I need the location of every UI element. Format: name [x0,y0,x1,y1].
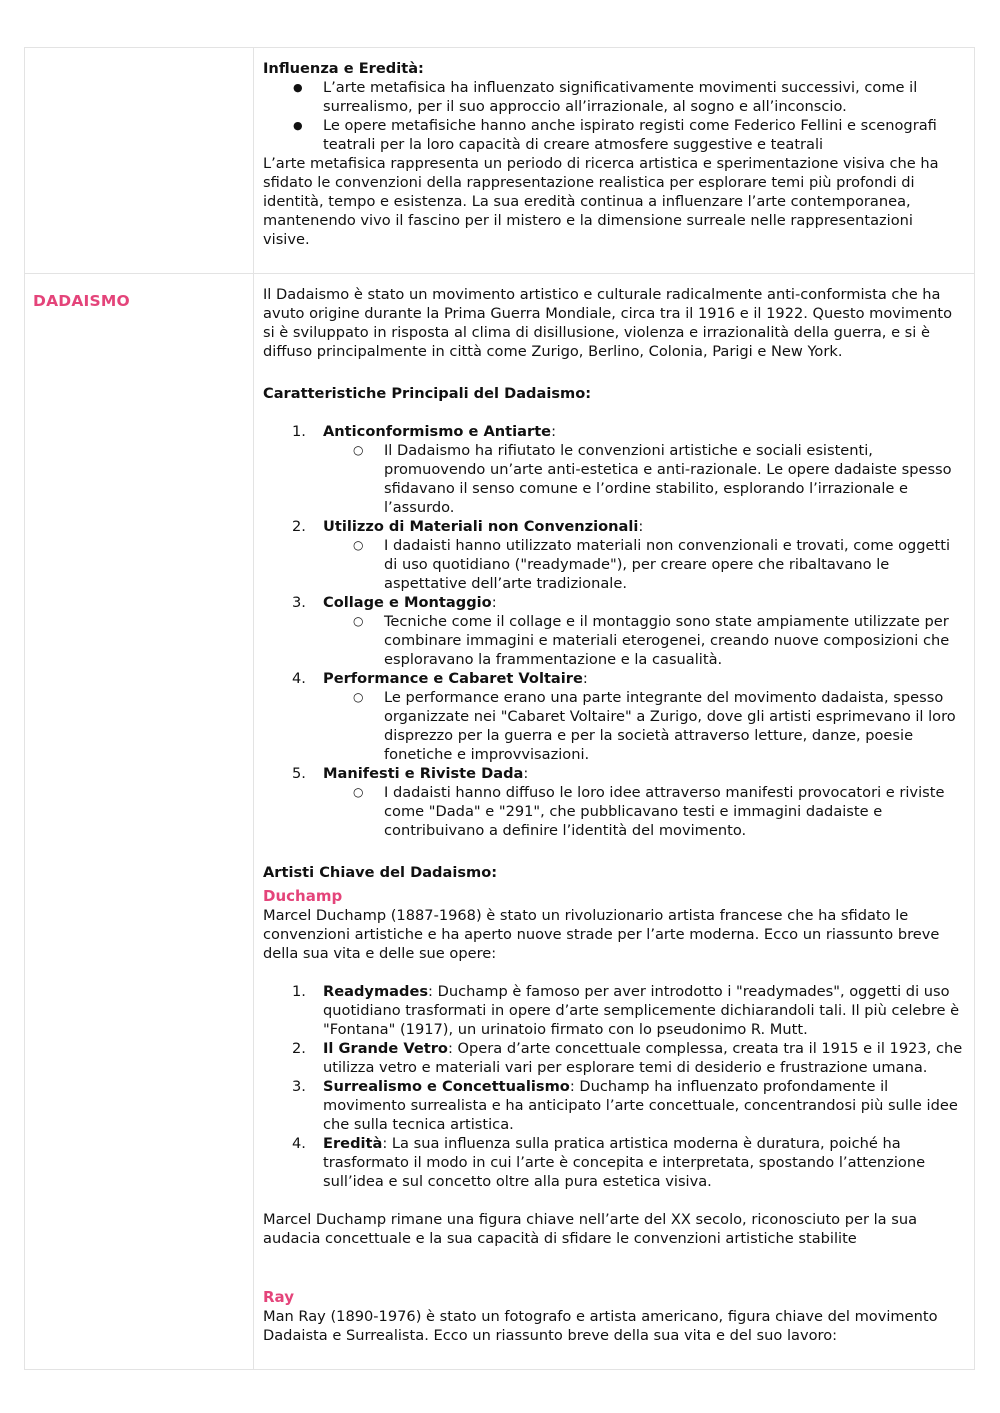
characteristic-title: Performance e Cabaret Voltaire [323,670,583,687]
work-description: : La sua influenza sulla pratica artistica moderna è duratura, poiché ha trasformato il modo in cui l’arte è concepita e interpretata, spostando l’attenzione sull’idea e sul concetto oltre alla pura estetica visiva. [323,1135,926,1190]
characteristic-title: Utilizzo di Materiali non Convenzionali [323,518,639,535]
list-item [263,1134,964,1191]
artist-name-ray: Ray [263,1288,294,1306]
work-title: Readymades [323,983,429,1000]
list-item [263,422,964,517]
colon: : [638,518,644,535]
table-row [25,274,975,1370]
section-title: DADAISMO [33,292,130,310]
work-title: Il Grande Vetro [323,1040,448,1057]
list-number: 5. [292,765,306,782]
characteristics-list [263,422,964,840]
sub-list-item: ○ Il Dadaismo ha rifiutato le convenzioni artistiche e sociali esistenti, promuovendo un’arte anti-estetica e anti-razionale. Le opere dadaiste spesso sfidavano il senso comune e l’ordine stabilito, esplorando l’irrazionale e l’assurdo. [323,441,964,517]
empty-label-cell [25,48,254,274]
metafisica-content-cell [254,48,975,274]
artists-heading: Artisti Chiave del Dadaismo: [263,864,498,881]
list-item [263,593,964,669]
dadaismo-intro: Il Dadaismo è stato un movimento artistico e culturale radicalmente anti-conformista che ha avuto origine durante la Prima Guerra Mondiale, circa tra il 1916 e il 1922. Questo movimento si è sviluppato in risposta al clima di disillusione, violenza e irrazionalità della guerra, e si è diffuso principalmente in città come Zurigo, Berlino, Colonia, Parigi e New York. [263,286,953,360]
influence-heading: Influenza e Eredità: [263,60,424,77]
list-item: ● L’arte metafisica ha influenzato significativamente movimenti successivi, come il surrealismo, per il suo approccio all’irrazionale, al sogno e all’inconscio. [263,78,964,116]
characteristic-title: Anticonformismo e Antiarte [323,423,552,440]
list-number: 2. [292,1040,306,1057]
sub-list [323,612,964,669]
table-row [25,48,975,274]
list-number: 3. [292,1078,306,1095]
list-item [263,1077,964,1134]
list-item [263,982,964,1039]
duchamp-conclusion: Marcel Duchamp rimane una figura chiave nell’arte del XX secolo, riconosciuto per la sua audacia concettuale e la sua capacità di sfidare le convenzioni artistiche stabilite [263,1211,918,1247]
list-item [263,517,964,593]
sub-list [323,536,964,593]
list-number: 4. [292,1135,306,1152]
duchamp-intro: Marcel Duchamp (1887-1968) è stato un rivoluzionario artista francese che ha sfidato le convenzioni artistiche e ha aperto nuove strade per l’arte moderna. Ecco un riassunto breve della sua vita e delle sue opere: [263,907,940,962]
work-title: Surrealismo e Concettualismo [323,1078,570,1095]
content-table [24,47,975,1370]
sub-list [323,441,964,517]
artist-name-duchamp: Duchamp [263,887,343,905]
list-number: 3. [292,594,306,611]
sub-list [323,783,964,840]
sub-list-item: ○ Tecniche come il collage e il montaggio sono state ampiamente utilizzate per combinare immagini e materiali eterogenei, creando nuove composizioni che esploravano la frammentazione e la casualità. [323,612,964,669]
list-item [263,764,964,840]
work-description: : Duchamp ha influenzato profondamente il movimento surrealista e ha anticipato l’arte concettuale, concentrandosi più sulle idee che sulla tecnica artistica. [323,1078,958,1133]
colon: : [523,765,529,782]
list-number: 1. [292,423,306,440]
colon: : [491,594,497,611]
work-description: : Duchamp è famoso per aver introdotto i "readymades", oggetti di uso quotidiano trasformati in opere d’arte semplicemente dichiarandoli tali. Il più celebre è "Fontana" (1917), un urinatoio firmato con lo pseudonimo R. Mutt. [323,983,960,1038]
list-number: 1. [292,983,306,1000]
work-title: Eredità [323,1135,383,1152]
sub-list-item: ○ I dadaisti hanno utilizzato materiali non convenzionali e trovati, come oggetti di uso quotidiano ("readymade"), per creare opere che ribaltavano le aspettative dell’arte tradizionale. [323,536,964,593]
duchamp-works-list [263,982,964,1191]
list-number: 2. [292,518,306,535]
ray-intro: Man Ray (1890-1976) è stato un fotografo e artista americano, figura chiave del movimento Dadaista e Surrealista. Ecco un riassunto breve della sua vita e del suo lavoro: [263,1308,938,1344]
sub-list [323,688,964,764]
work-description: : Opera d’arte concettuale complessa, creata tra il 1915 e il 1923, che utilizza vetro e materiali vari per esplorare temi di desiderio e frustrazione umana. [323,1040,963,1076]
characteristic-title: Manifesti e Riviste Dada [323,765,524,782]
colon: : [551,423,556,440]
dadaismo-content-cell [254,274,975,1370]
colon: : [582,670,588,687]
metafisica-conclusion: L’arte metafisica rappresenta un periodo di ricerca artistica e sperimentazione visiva che ha sfidato le convenzioni della rappresentazione realistica per esplorare temi più profondi di identità, tempo e esistenza. La sua eredità continua a influenzare l’arte contemporanea, mantenendo vivo il fascino per il mistero e la dimensione surreale nelle rappresentazioni visive. [263,155,939,248]
influence-bullet-list [263,78,964,154]
list-item [263,669,964,764]
list-item [263,1039,964,1077]
sub-list-item: ○ Le performance erano una parte integrante del movimento dadaista, spesso organizzate nei "Cabaret Voltaire" a Zurigo, dove gli artisti esprimevano il loro disprezzo per la guerra e per la società attraverso letture, danze, poesie fonetiche e improvvisazioni. [323,688,964,764]
characteristic-title: Collage e Montaggio [323,594,492,611]
list-item: ● Le opere metafisiche hanno anche ispirato registi come Federico Fellini e scenografi teatrali per la loro capacità di creare atmosfere suggestive e teatrali [263,116,964,154]
sub-list-item: ○ I dadaisti hanno diffuso le loro idee attraverso manifesti provocatori e riviste come "Dada" e "291", che pubblicavano testi e immagini dadaiste e contribuivano a definire l’identità del movimento. [323,783,964,840]
characteristics-heading: Caratteristiche Principali del Dadaismo: [263,385,592,402]
dadaismo-label-cell [25,274,254,1370]
list-number: 4. [292,670,306,687]
